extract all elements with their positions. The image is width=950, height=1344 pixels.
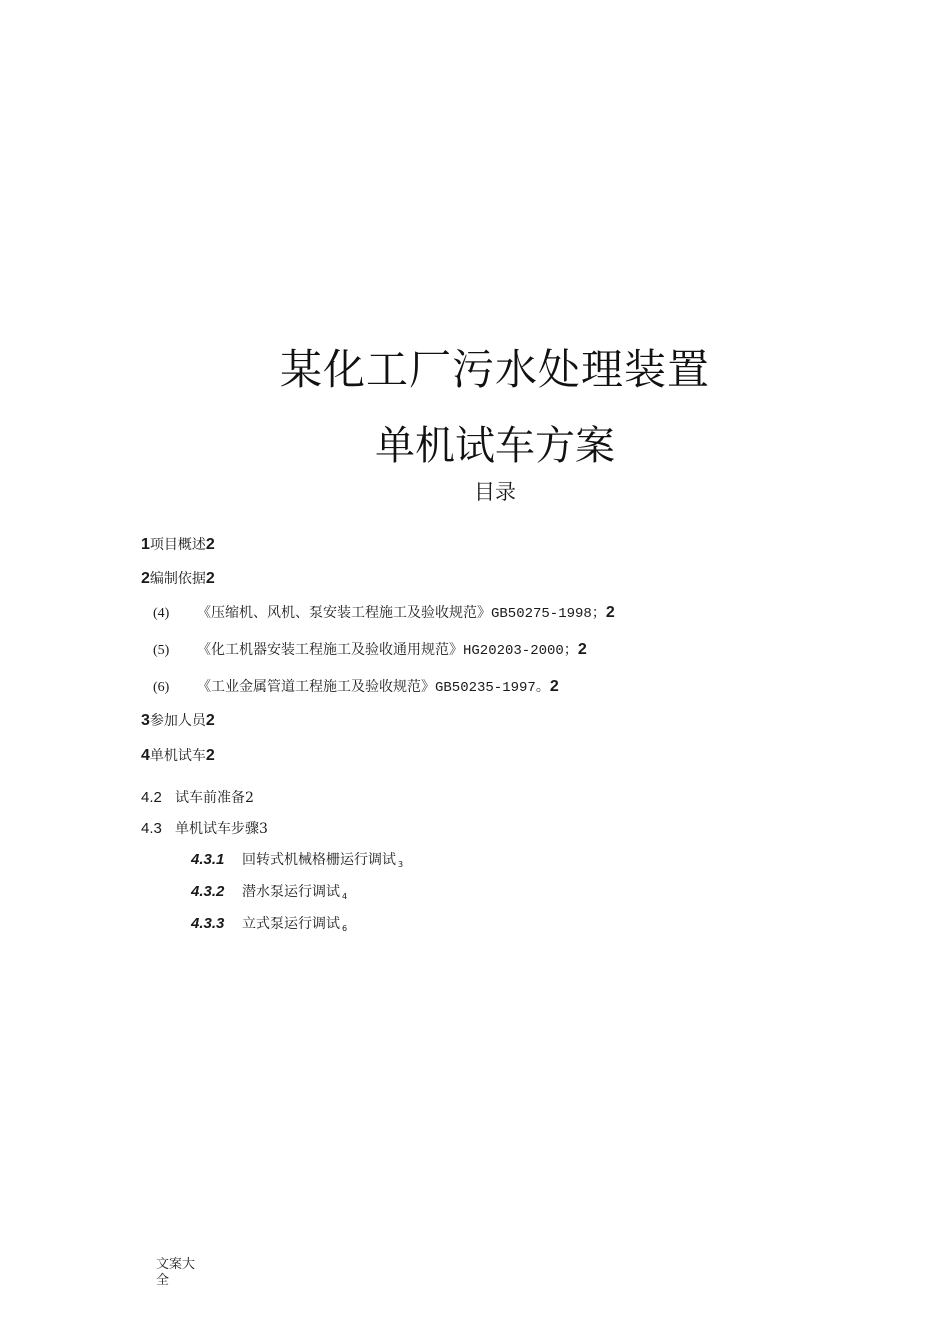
toc-entry-page: 4 — [342, 892, 348, 901]
toc-entry-number: (5) — [153, 643, 170, 658]
toc-entry-number: 2 — [141, 570, 150, 587]
page-footer: 文案大全 — [156, 1257, 196, 1288]
toc-entry-number: 4.2 — [141, 789, 162, 806]
toc-entry-page: 2 — [577, 641, 587, 658]
toc-heading: 目录 — [474, 480, 516, 504]
toc-entry-page: 3 — [398, 860, 404, 869]
toc-entry-number: 4.3 — [141, 820, 162, 837]
toc-entry-text: 《压缩机、风机、泵安装工程施工及验收规范》 — [197, 605, 491, 621]
toc-entry-4[interactable] — [141, 745, 215, 766]
toc-entry-number: 4.3.2 — [191, 883, 225, 900]
document-title-line1: 某化工厂污水处理装置 — [279, 345, 710, 394]
toc-entry-4-2[interactable] — [141, 787, 254, 808]
toc-entry-page: 2 — [205, 570, 215, 587]
toc-entry-code: GB50235-1997。 — [435, 680, 550, 696]
toc-entry-4-3[interactable] — [141, 818, 268, 839]
toc-entry-text: 单机试车 — [149, 748, 206, 764]
toc-entry-text: 《工业金属管道工程施工及验收规范》 — [197, 679, 435, 695]
toc-entry-4-3-2[interactable] — [191, 881, 347, 907]
toc-entry-4-3-1[interactable] — [191, 849, 403, 875]
toc-entry-page: 6 — [342, 924, 348, 933]
toc-entry-number: 1 — [141, 536, 150, 553]
toc-entry-number: (6) — [153, 680, 170, 695]
toc-entry-text: 立式泵运行调试 — [242, 916, 340, 932]
toc-entry-2-4[interactable] — [153, 602, 615, 624]
toc-entry-number: 4.3.1 — [191, 851, 225, 868]
toc-entry-text: 编制依据 — [149, 571, 206, 587]
document-title-line2: 单机试车方案 — [375, 423, 615, 469]
toc-entry-text: 试车前准备 — [175, 790, 245, 806]
toc-entry-page: 2 — [205, 712, 215, 729]
toc-entry-2-6[interactable] — [153, 676, 559, 698]
toc-entry-page: 2 — [605, 604, 615, 621]
toc-entry-2-5[interactable] — [153, 639, 587, 661]
toc-entry-text: 项目概述 — [149, 537, 206, 553]
toc-entry-1[interactable] — [141, 534, 215, 555]
toc-entry-page: 2 — [205, 536, 215, 553]
toc-entry-page: 2 — [549, 678, 559, 695]
toc-entry-4-3-3[interactable] — [191, 913, 347, 939]
toc-entry-page: 3 — [259, 821, 268, 837]
toc-entry-text: 参加人员 — [149, 713, 206, 729]
toc-entry-2[interactable] — [141, 568, 215, 589]
toc-entry-3[interactable] — [141, 710, 215, 731]
toc-entry-code: HG20203-2000； — [463, 643, 578, 659]
toc-entry-number: 3 — [141, 712, 150, 729]
toc-entry-code: GB50275-1998； — [491, 606, 606, 622]
toc-entry-text: 回转式机械格栅运行调试 — [242, 852, 396, 868]
toc-entry-text: 《化工机器安装工程施工及验收通用规范》 — [197, 642, 463, 658]
toc-entry-text: 潜水泵运行调试 — [242, 884, 340, 900]
toc-entry-page: 2 — [205, 747, 215, 764]
toc-entry-number: 4 — [141, 747, 150, 764]
toc-entry-page: 2 — [245, 790, 254, 806]
toc-entry-text: 单机试车步骤 — [175, 821, 259, 837]
toc-entry-number: 4.3.3 — [191, 915, 225, 932]
toc-entry-number: (4) — [153, 606, 170, 621]
